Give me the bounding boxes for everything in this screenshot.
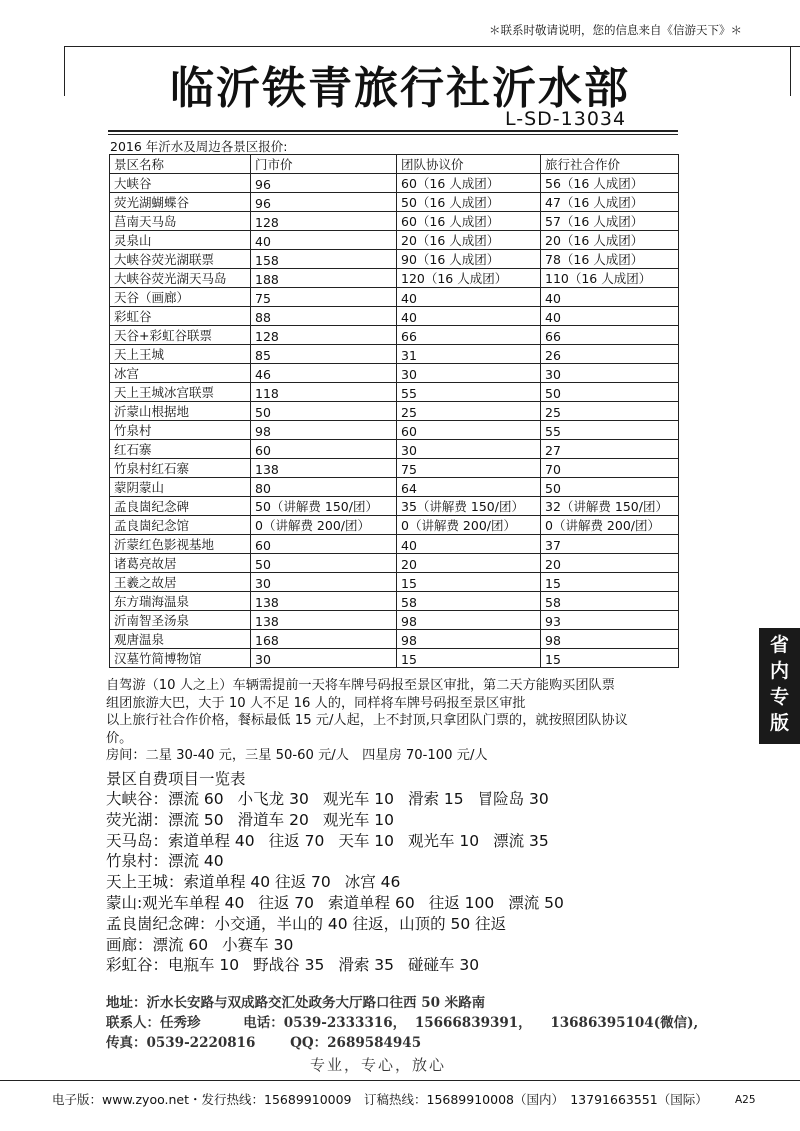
contact-mobile-1: 15666839391， <box>414 1015 532 1031</box>
table-cell: 50 <box>251 554 397 573</box>
info-source-notice: ＊联系时敬请说明，您的信息来自《信游天下》＊ <box>489 23 742 37</box>
fax-row <box>106 1033 746 1053</box>
table-cell: 138 <box>251 611 397 630</box>
fees-title: 景区自费项目一览表 <box>106 770 246 788</box>
contact-person: 联系人：任秀珍 <box>106 1015 201 1031</box>
table-row <box>110 326 679 345</box>
fee-item: 观光车 10 <box>322 810 394 829</box>
table-row <box>110 516 679 535</box>
table-cell: 20（16 人成团） <box>541 231 679 250</box>
table-row <box>110 649 679 668</box>
column-header: 旅行社合作价 <box>541 155 679 174</box>
fee-item: 观光车 10 <box>407 831 480 850</box>
table-cell: 孟良崮纪念碑 <box>110 497 251 516</box>
table-cell: 35（讲解费 150/团） <box>397 497 541 516</box>
side-tab-char: 专 <box>769 686 789 708</box>
table-cell: 128 <box>251 326 397 345</box>
table-cell: 15 <box>541 649 679 668</box>
room-prices: 房间：二星 30-40 元，三星 50-60 元/人 四星房 70-100 元/人 <box>106 748 488 763</box>
table-cell: 20（16 人成团） <box>397 231 541 250</box>
table-row <box>110 250 679 269</box>
fee-item: 漂流 50 <box>508 893 564 912</box>
table-cell: 58 <box>541 592 679 611</box>
table-row <box>110 383 679 402</box>
table-cell: 26 <box>541 345 679 364</box>
page-number: A25 <box>735 1094 756 1106</box>
table-row <box>110 231 679 250</box>
table-row <box>110 402 679 421</box>
table-cell: 50（16 人成团） <box>397 193 541 212</box>
table-cell: 55 <box>541 421 679 440</box>
contact-fax: 传真：0539-2220816 <box>106 1035 256 1051</box>
contact-phone: 电话：0539-2333316， <box>243 1015 407 1031</box>
table-row <box>110 478 679 497</box>
table-cell: 47（16 人成团） <box>541 193 679 212</box>
fee-item: 滑索 35 <box>338 956 394 975</box>
note-line: 自驾游（10 人之上）车辆需提前一天将车牌号码报至景区审批，第二天方能购买团队票 <box>106 678 615 693</box>
table-cell: 66 <box>541 326 679 345</box>
table-row <box>110 288 679 307</box>
fee-line <box>106 810 756 831</box>
table-cell: 王羲之故居 <box>110 573 251 592</box>
table-cell: 40 <box>541 288 679 307</box>
table-cell: 75 <box>397 459 541 478</box>
table-row <box>110 573 679 592</box>
table-cell: 30 <box>397 364 541 383</box>
table-cell: 60 <box>251 535 397 554</box>
table-cell: 灵泉山 <box>110 231 251 250</box>
footer-text: 电子版：www.zyoo.net・发行热线：15689910009 订稿热线：15689910008（国内） 13791663551（国际） <box>52 1092 708 1107</box>
fee-item: 大峡谷：漂流 60 <box>106 790 224 808</box>
fee-item: 观光车 10 <box>322 790 394 808</box>
table-cell: 70 <box>541 459 679 478</box>
fee-line <box>106 872 756 893</box>
fee-item: 画廊：漂流 60 <box>106 935 209 954</box>
side-tab-char: 省 <box>769 634 789 656</box>
note-line: 组团旅游大巴，大于 10 人不足 16 人的，同样将车牌号码报至景区审批 <box>106 695 526 711</box>
fee-item: 天上王城：索道单程 40 往返 70 <box>106 873 331 892</box>
table-cell: 98 <box>397 611 541 630</box>
table-cell: 78（16 人成团） <box>541 250 679 269</box>
table-cell: 30 <box>251 649 397 668</box>
table-cell: 66 <box>397 326 541 345</box>
contact-mobile-2: 13686395104(微信), <box>550 1015 699 1031</box>
fee-line <box>106 893 756 914</box>
table-cell: 观唐温泉 <box>110 630 251 649</box>
table-cell: 32（讲解费 150/团） <box>541 497 679 516</box>
table-cell: 98 <box>541 630 679 649</box>
footer-rule <box>0 1080 800 1081</box>
table-cell: 沂蒙山根据地 <box>110 402 251 421</box>
table-cell: 120（16 人成团） <box>397 269 541 288</box>
fee-line <box>106 851 756 872</box>
table-cell: 大峡谷荧光湖联票 <box>110 250 251 269</box>
fee-line <box>106 789 756 810</box>
table-cell: 96 <box>251 193 397 212</box>
fee-line <box>106 831 756 852</box>
table-row <box>110 364 679 383</box>
table-cell: 57（16 人成团） <box>541 212 679 231</box>
column-header: 门市价 <box>251 155 397 174</box>
contact-qq: QQ：2689584945 <box>290 1035 422 1051</box>
table-cell: 27 <box>541 440 679 459</box>
price-table-caption: 2016 年沂水及周边各景区报价: <box>110 139 288 154</box>
table-row <box>110 421 679 440</box>
table-cell: 110（16 人成团） <box>541 269 679 288</box>
table-cell: 93 <box>541 611 679 630</box>
side-tab-char: 内 <box>769 660 789 682</box>
table-row <box>110 440 679 459</box>
table-cell: 0（讲解费 200/团） <box>251 516 397 535</box>
table-row <box>110 535 679 554</box>
table-cell: 118 <box>251 383 397 402</box>
table-cell: 60 <box>251 440 397 459</box>
table-row <box>110 554 679 573</box>
header-frame-top <box>64 46 800 47</box>
table-cell: 诸葛亮故居 <box>110 554 251 573</box>
table-row <box>110 345 679 364</box>
fee-line <box>106 955 756 976</box>
table-cell: 红石寨 <box>110 440 251 459</box>
table-cell: 46 <box>251 364 397 383</box>
fee-item: 索道单程 60 <box>328 893 415 912</box>
fee-item: 滑道车 20 <box>237 810 309 829</box>
fee-item: 往返 70 <box>268 831 325 850</box>
table-cell: 竹泉村 <box>110 421 251 440</box>
table-cell: 荧光湖蝴蝶谷 <box>110 193 251 212</box>
table-cell: 15 <box>541 573 679 592</box>
fee-item: 冰宫 46 <box>344 873 401 892</box>
table-cell: 彩虹谷 <box>110 307 251 326</box>
note-line: 以上旅行社合作价格，餐标最低 15 元/人起，上不封顶,只拿团队门票的，就按照团队协议 <box>106 713 628 728</box>
agency-title: 临沂铁青旅行社沂水部 <box>170 63 630 114</box>
table-cell: 0（讲解费 200/团） <box>541 516 679 535</box>
table-header-row <box>110 155 679 174</box>
table-cell: 80 <box>251 478 397 497</box>
table-cell: 98 <box>251 421 397 440</box>
table-cell: 孟良崮纪念馆 <box>110 516 251 535</box>
column-header: 团队协议价 <box>397 155 541 174</box>
self-paid-items <box>106 769 756 976</box>
table-row <box>110 611 679 630</box>
side-tab-char: 版 <box>769 712 789 734</box>
price-table <box>109 154 679 668</box>
fee-item: 小飞龙 30 <box>237 790 309 808</box>
side-tab <box>759 628 800 744</box>
fee-item: 小赛车 30 <box>222 935 294 954</box>
table-cell: 东方瑞海温泉 <box>110 592 251 611</box>
table-cell: 60（16 人成团） <box>397 212 541 231</box>
table-cell: 60 <box>397 421 541 440</box>
table-cell: 58 <box>397 592 541 611</box>
table-cell: 88 <box>251 307 397 326</box>
table-row <box>110 269 679 288</box>
fee-item: 野战谷 35 <box>253 956 325 975</box>
note-line: 价。 <box>106 730 133 746</box>
fee-line <box>106 935 756 956</box>
table-cell: 40 <box>397 535 541 554</box>
table-cell: 56（16 人成团） <box>541 174 679 193</box>
fee-item: 孟良崮纪念碑：小交通，半山的 40 往返，山顶的 50 往返 <box>106 914 507 933</box>
table-row <box>110 592 679 611</box>
table-row <box>110 212 679 231</box>
fee-item: 往返 70 <box>258 893 315 912</box>
table-cell: 竹泉村红石寨 <box>110 459 251 478</box>
table-cell: 50 <box>541 478 679 497</box>
title-rule-thin <box>108 134 678 135</box>
table-cell: 40 <box>397 307 541 326</box>
table-row <box>110 193 679 212</box>
table-cell: 98 <box>397 630 541 649</box>
table-row <box>110 174 679 193</box>
fee-item: 天车 10 <box>338 831 394 850</box>
table-cell: 50（讲解费 150/团） <box>251 497 397 516</box>
table-cell: 85 <box>251 345 397 364</box>
fee-item: 往返 100 <box>428 893 495 912</box>
license-code: L-SD-13034 <box>505 108 627 130</box>
table-cell: 90（16 人成团） <box>397 250 541 269</box>
column-header: 景区名称 <box>110 155 251 174</box>
table-cell: 冰宫 <box>110 364 251 383</box>
table-cell: 15 <box>397 649 541 668</box>
table-cell: 31 <box>397 345 541 364</box>
table-cell: 60（16 人成团） <box>397 174 541 193</box>
table-cell: 158 <box>251 250 397 269</box>
table-cell: 188 <box>251 269 397 288</box>
table-cell: 沂南智圣汤泉 <box>110 611 251 630</box>
table-cell: 64 <box>397 478 541 497</box>
fee-item: 蒙山:观光车单程 40 <box>106 893 245 912</box>
table-cell: 55 <box>397 383 541 402</box>
table-cell: 20 <box>541 554 679 573</box>
table-cell: 20 <box>397 554 541 573</box>
table-cell: 30 <box>251 573 397 592</box>
title-rule <box>108 130 678 132</box>
fee-item: 漂流 35 <box>493 831 549 850</box>
fee-item: 冒险岛 30 <box>477 790 549 808</box>
table-cell: 138 <box>251 459 397 478</box>
table-cell: 40 <box>251 231 397 250</box>
table-cell: 40 <box>541 307 679 326</box>
table-row <box>110 630 679 649</box>
table-cell: 40 <box>397 288 541 307</box>
table-cell: 蒙阴蒙山 <box>110 478 251 497</box>
table-cell: 天上王城冰宫联票 <box>110 383 251 402</box>
table-cell: 50 <box>541 383 679 402</box>
table-cell: 50 <box>251 402 397 421</box>
table-row <box>110 497 679 516</box>
table-cell: 138 <box>251 592 397 611</box>
table-cell: 汉墓竹简博物馆 <box>110 649 251 668</box>
table-cell: 天谷（画廊） <box>110 288 251 307</box>
table-cell: 75 <box>251 288 397 307</box>
table-cell: 沂蒙红色影视基地 <box>110 535 251 554</box>
table-cell: 0（讲解费 200/团） <box>397 516 541 535</box>
table-row <box>110 307 679 326</box>
address: 地址：沂水长安路与双成路交汇处政务大厅路口往西 50 米路南 <box>106 995 486 1011</box>
fee-item: 彩虹谷：电瓶车 10 <box>106 956 240 975</box>
table-cell: 天上王城 <box>110 345 251 364</box>
table-row <box>110 459 679 478</box>
contact-block <box>106 993 746 1053</box>
table-cell: 莒南天马岛 <box>110 212 251 231</box>
table-cell: 25 <box>397 402 541 421</box>
fee-item: 荧光湖：漂流 50 <box>106 810 224 829</box>
table-cell: 天谷+彩虹谷联票 <box>110 326 251 345</box>
table-cell: 大峡谷 <box>110 174 251 193</box>
table-cell: 168 <box>251 630 397 649</box>
fee-line <box>106 914 756 935</box>
table-cell: 30 <box>397 440 541 459</box>
fee-item: 天马岛：索道单程 40 <box>106 831 255 850</box>
fee-item: 竹泉村：漂流 40 <box>106 852 224 871</box>
table-cell: 大峡谷荧光湖天马岛 <box>110 269 251 288</box>
table-cell: 25 <box>541 402 679 421</box>
table-cell: 96 <box>251 174 397 193</box>
fee-item: 滑索 15 <box>407 790 464 808</box>
table-cell: 37 <box>541 535 679 554</box>
slogan: 专业，专心，放心 <box>310 1056 447 1074</box>
fee-item: 碰碰车 30 <box>407 956 480 975</box>
travel-notes <box>106 677 746 765</box>
table-cell: 128 <box>251 212 397 231</box>
contact-row <box>106 1013 746 1033</box>
table-cell: 30 <box>541 364 679 383</box>
table-cell: 15 <box>397 573 541 592</box>
